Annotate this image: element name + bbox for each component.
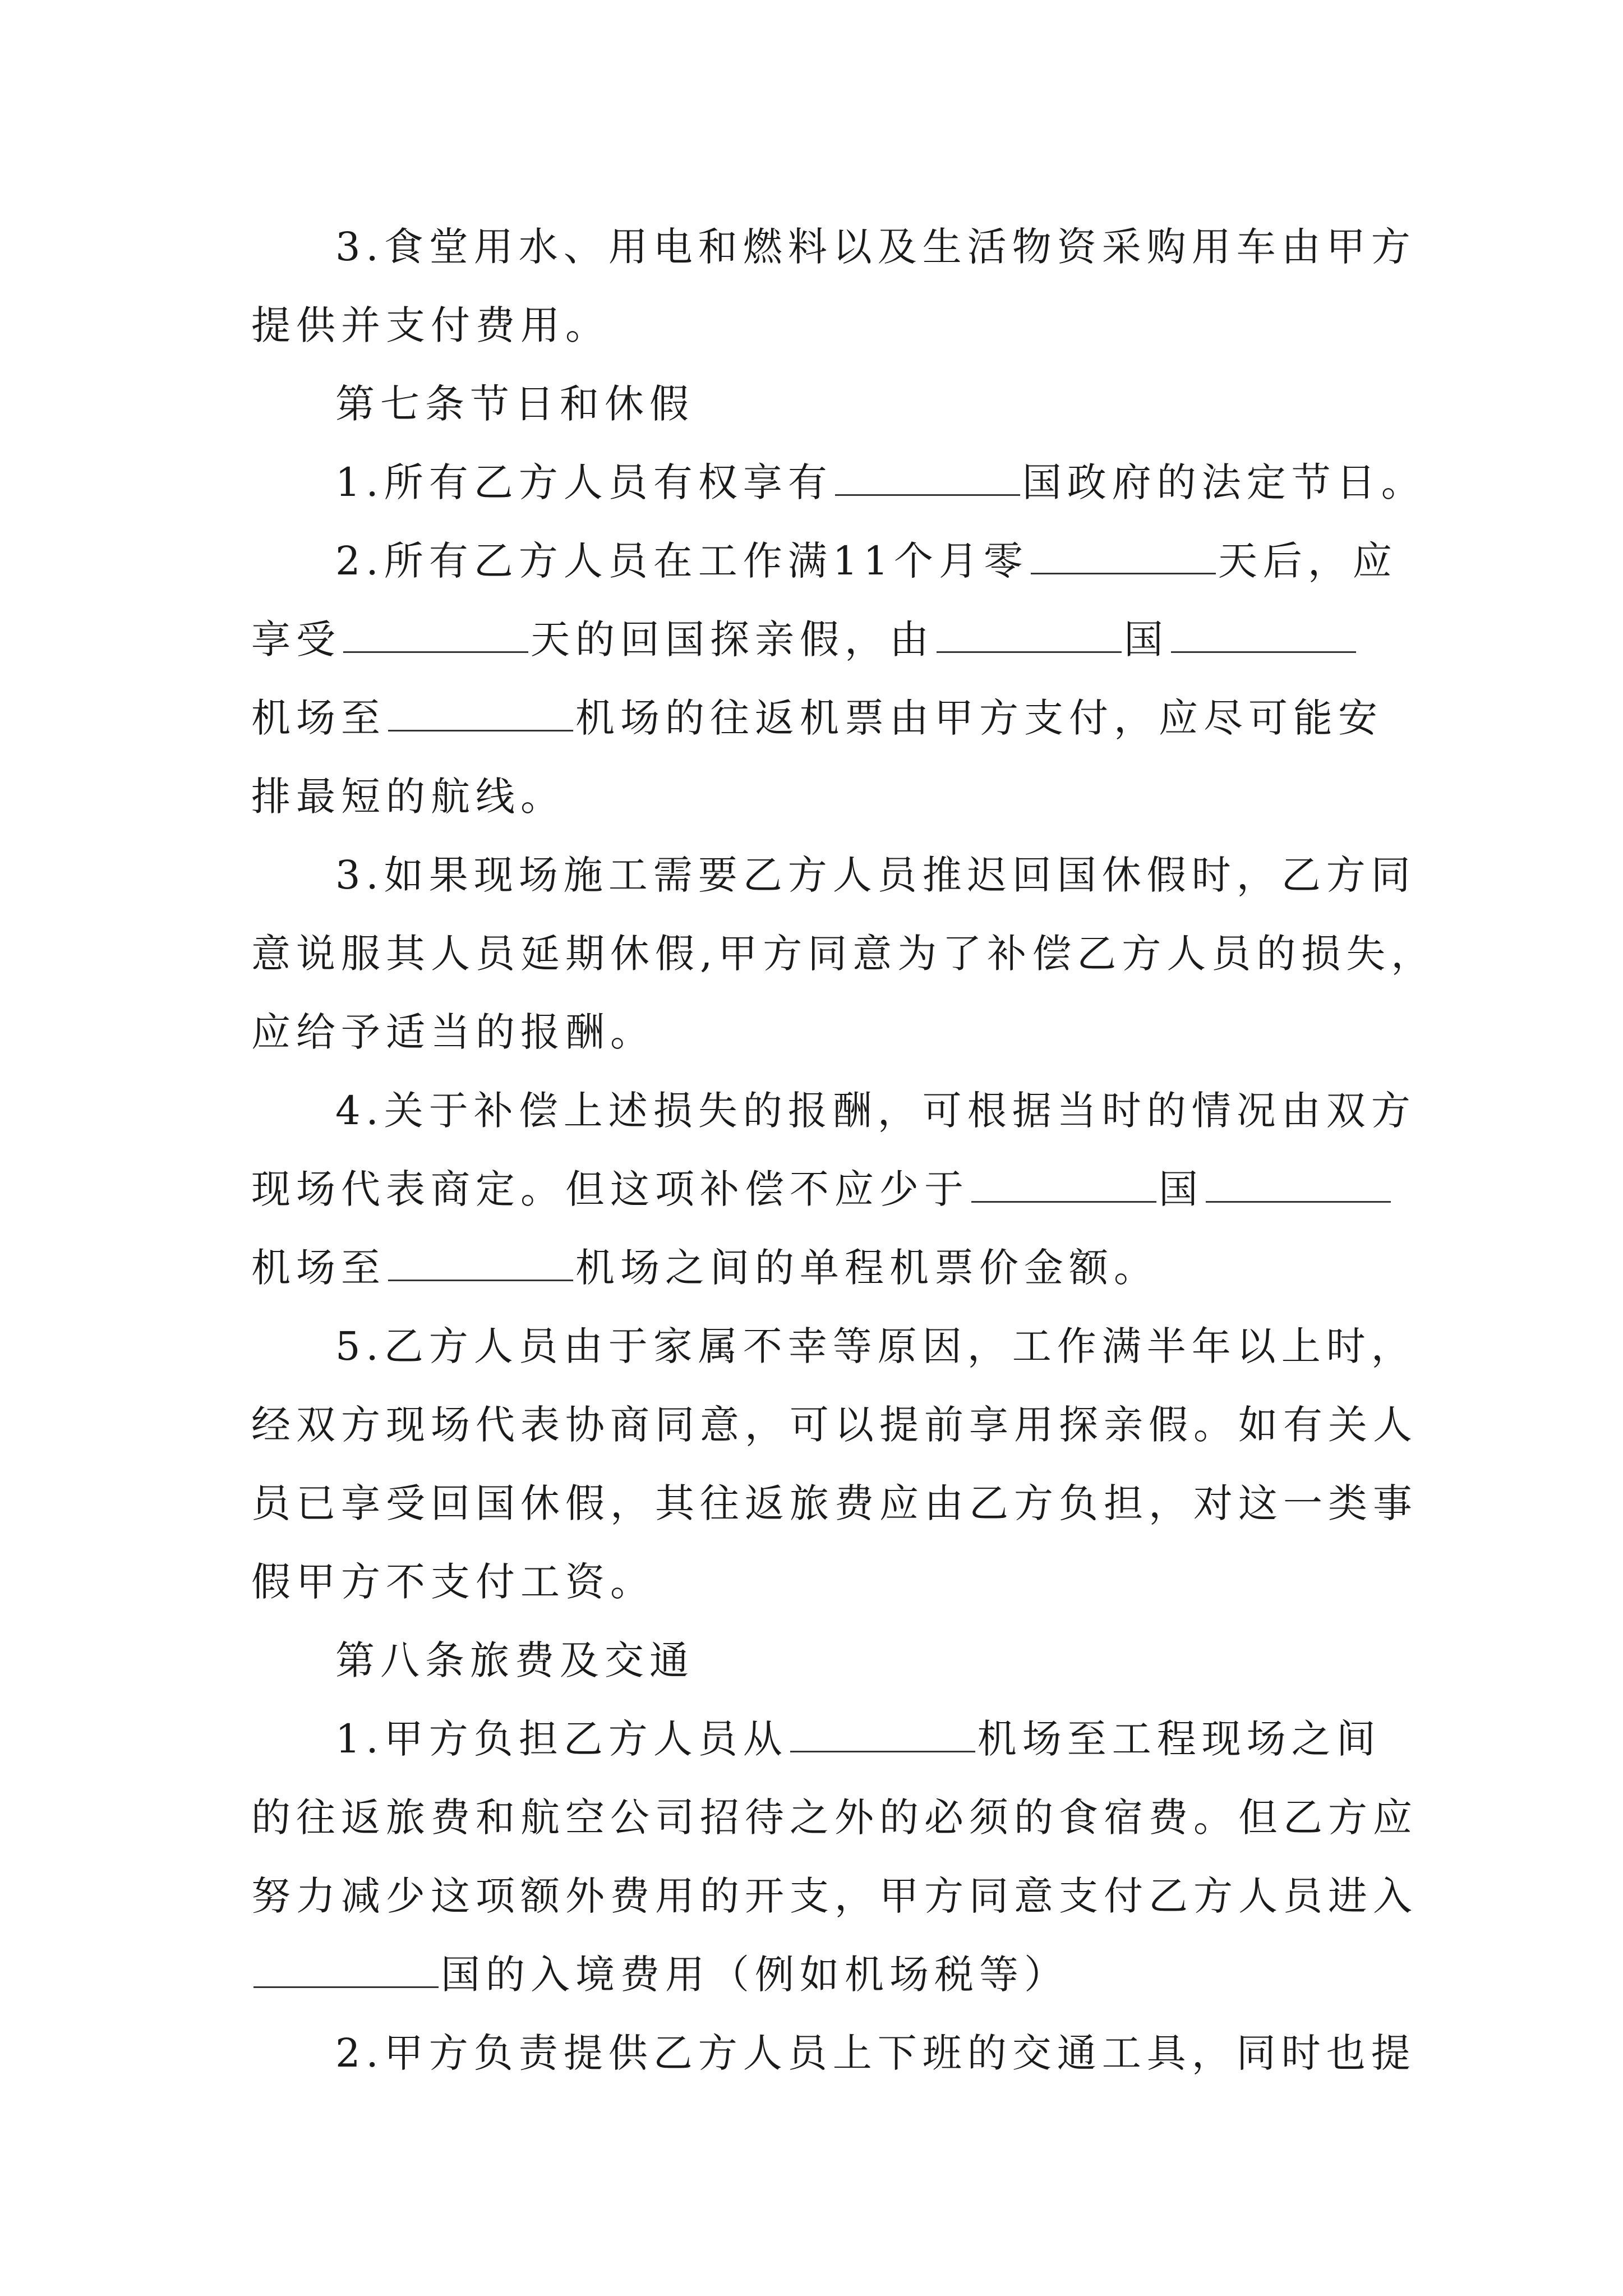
text-segment: 机场至 (251, 1245, 386, 1291)
text-segment: 国 (1159, 1166, 1204, 1212)
text-segment: 天后，应 (1218, 538, 1398, 584)
text-segment: 享受 (251, 616, 341, 662)
blank-underline (1031, 539, 1216, 574)
text-line (251, 1307, 1416, 1386)
text-segment: 提供并支付费用。 (251, 302, 610, 348)
text-segment: 员已享受回国休假，其往返旅费应由乙方负担，对这一类事 (251, 1480, 1418, 1526)
text-line (251, 365, 1378, 443)
text-line (251, 757, 1378, 836)
text-line (251, 1857, 1418, 1935)
text-segment: 假甲方不支付工资。 (251, 1559, 655, 1605)
text-segment: 排最短的航线。 (251, 774, 565, 820)
text-segment: 应给予适当的报酬。 (251, 1009, 655, 1055)
blank-underline (835, 461, 1020, 496)
blank-underline (790, 1717, 975, 1752)
text-segment: 国政府的法定节日。 (1022, 459, 1426, 505)
text-segment: 机场之间的单程机票价金额。 (575, 1245, 1159, 1291)
blank-underline (971, 1167, 1156, 1203)
text-line (251, 1935, 1378, 2014)
text-line (251, 522, 1398, 600)
text-segment: 天的回国探亲假，由 (531, 616, 934, 662)
text-segment: 经双方现场代表协商同意，可以提前享用探亲假。如有关人 (251, 1402, 1418, 1448)
text-segment: 2.所有乙方人员在工作满11个月零 (335, 538, 1029, 584)
text-line (251, 1228, 1378, 1307)
text-segment: 1.所有乙方人员有权享有 (335, 459, 833, 505)
text-line (251, 1464, 1418, 1543)
text-segment: 1.甲方负担乙方人员从 (335, 1716, 788, 1762)
blank-underline (253, 1953, 439, 1988)
blank-underline (937, 618, 1122, 653)
text-line (251, 914, 1436, 993)
text-segment: 的往返旅费和航空公司招待之外的必须的食宿费。但乙方应 (251, 1795, 1418, 1841)
text-segment: 2.甲方负责提供乙方人员上下班的交通工具，同时也提 (335, 2030, 1416, 2076)
text-segment: 机场至 (251, 695, 386, 741)
text-line (251, 993, 1378, 1071)
text-line (251, 1543, 1378, 1621)
blank-underline (1206, 1167, 1391, 1203)
text-line (251, 443, 1426, 522)
text-segment: 国的入境费用（例如机场税等） (441, 1952, 1069, 1998)
text-segment: 机场至工程现场之间 (977, 1716, 1381, 1762)
blank-underline (1171, 618, 1356, 653)
text-line (251, 1700, 1381, 1778)
blank-underline (388, 696, 573, 731)
text-segment: 3.食堂用水、用电和燃料以及生活物资采购用车由甲方 (335, 224, 1416, 270)
text-segment: 机场的往返机票由甲方支付，应尽可能安 (575, 695, 1383, 741)
text-line (251, 1778, 1418, 1857)
blank-underline (343, 618, 528, 653)
text-segment: 3.如果现场施工需要乙方人员推迟回国休假时，乙方同 (335, 852, 1416, 898)
text-line (251, 208, 1416, 286)
text-segment: 现场代表商定。但这项补偿不应少于 (251, 1166, 969, 1212)
text-line (251, 679, 1383, 757)
text-line (251, 1621, 1378, 1700)
text-line (251, 600, 1378, 679)
text-segment: 5.乙方人员由于家属不幸等原因，工作满半年以上时， (335, 1323, 1416, 1369)
text-line (251, 1386, 1418, 1464)
text-line (251, 1150, 1378, 1228)
text-line (251, 2014, 1416, 2092)
text-segment: 国 (1124, 616, 1169, 662)
text-segment: 第八条旅费及交通 (335, 1637, 694, 1683)
text-line (251, 1071, 1416, 1150)
text-segment: 第七条节日和休假 (335, 381, 694, 427)
text-line (251, 836, 1416, 914)
text-line (251, 286, 1378, 365)
blank-underline (388, 1246, 573, 1281)
text-segment: 努力减少这项额外费用的开支，甲方同意支付乙方人员进入 (251, 1873, 1418, 1919)
text-segment: 意说服其人员延期休假,甲方同意为了补偿乙方人员的损失， (251, 931, 1436, 977)
text-segment: 4.关于补偿上述损失的报酬，可根据当时的情况由双方 (335, 1088, 1416, 1134)
document-page (251, 208, 1436, 2092)
